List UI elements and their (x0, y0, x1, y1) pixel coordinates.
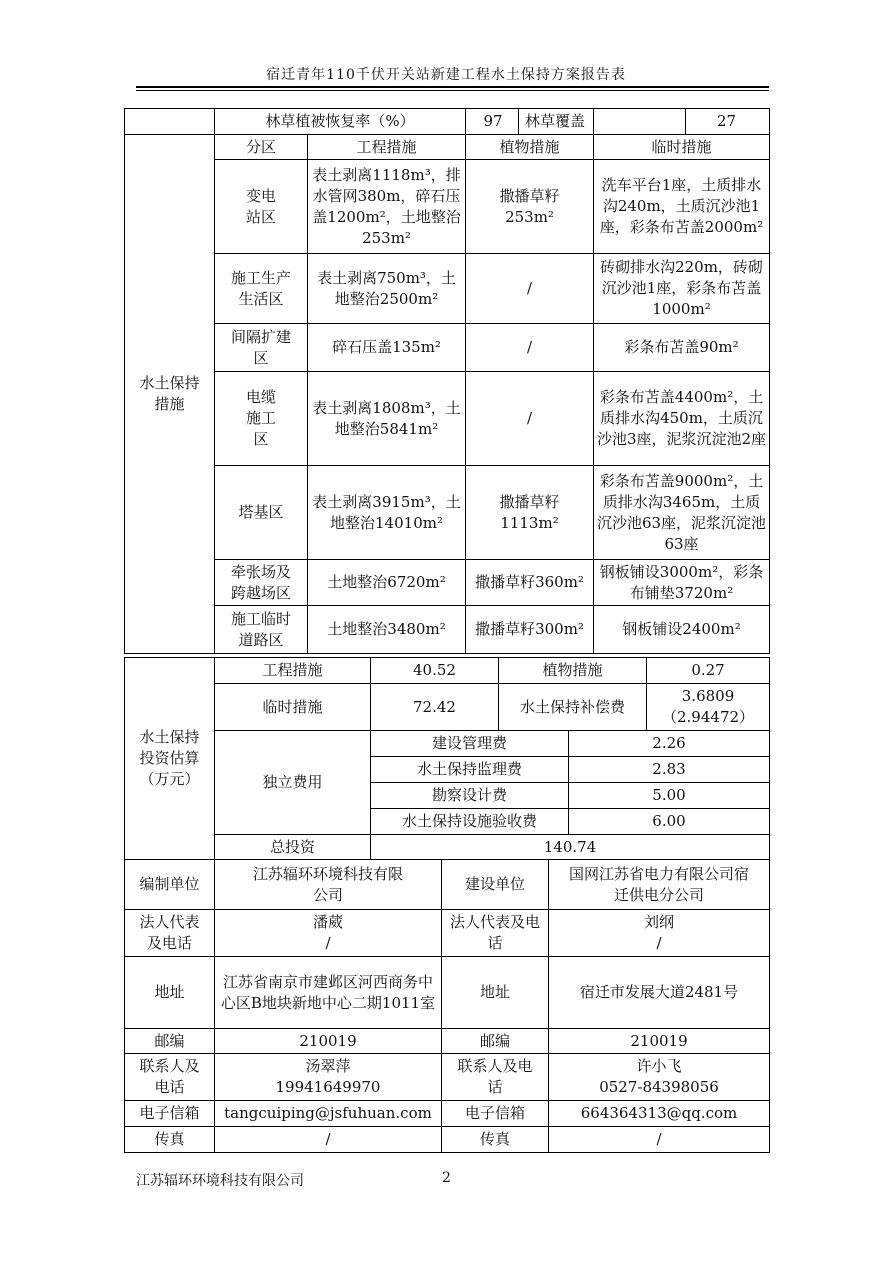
temp-cell: 彩条布苫盖4400m²，土质排水沟450m，土质沉沙池3座，泥浆沉淀池2座 (594, 372, 770, 466)
info-label: 地址 (125, 957, 215, 1029)
table-row (125, 372, 770, 466)
info-value: 宿迁市发展大道2481号 (549, 957, 770, 1029)
cover-rate-label: 林草覆盖 (518, 109, 591, 134)
info-row (125, 910, 770, 957)
info-row (125, 1127, 770, 1153)
zone-text: 变电站区 (245, 186, 276, 226)
col-header-zone: 分区 (215, 135, 308, 160)
table-row (125, 606, 770, 654)
eng-cell: 土地整治6720m² (308, 560, 466, 606)
info-label: 邮编 (442, 1029, 549, 1054)
zone-text: 施工临时道路区 (230, 609, 291, 649)
zone-cell (215, 160, 308, 254)
info-label: 邮编 (125, 1029, 215, 1054)
indep-item-label: 水土保持监理费 (371, 757, 569, 783)
info-row (125, 860, 770, 910)
measures-table (124, 108, 770, 654)
info-label (442, 910, 549, 957)
cover-rate-value: 27 (716, 112, 737, 130)
plant-cell (466, 160, 594, 254)
cover-rate-spacer (596, 109, 686, 134)
info-value: 刘纲 / (549, 910, 770, 957)
blank-cell (125, 109, 215, 135)
info-value: 潘葳 / (215, 910, 442, 957)
info-value (215, 860, 442, 910)
zone-text: 牵张场及跨越场区 (230, 562, 291, 602)
zone-cell (215, 254, 308, 324)
info-label: 传真 (125, 1127, 215, 1153)
eng-cell: 土地整治3480m² (308, 606, 466, 654)
cover-rate-cell (594, 109, 770, 135)
restore-rate-cell (466, 109, 594, 135)
plant-cell: / (466, 254, 594, 324)
table-row (125, 254, 770, 324)
comp-fee-value-2: （2.94472） (662, 708, 755, 726)
info-label (125, 910, 215, 957)
header-rule-thick (136, 86, 769, 88)
zone-text: 施工生产生活区 (230, 268, 291, 308)
info-value: 许小飞 0527-84398056 (549, 1054, 770, 1101)
invest-row (125, 731, 770, 757)
table-row (125, 466, 770, 560)
info-value: tangcuiping@jsfuhuan.com (215, 1101, 442, 1127)
indep-item-label: 水土保持设施验收费 (371, 809, 569, 835)
temp-invest-value: 72.42 (371, 684, 499, 731)
info-label (442, 1054, 549, 1101)
footer-company: 江苏辐环环境科技有限公司 (136, 1173, 304, 1189)
measures-section-label (125, 135, 215, 654)
page-number: 2 (442, 1170, 451, 1186)
temp-cell: 彩条布苫盖90m² (594, 324, 770, 372)
info-label: 电子信箱 (125, 1101, 215, 1127)
info-row (125, 1029, 770, 1054)
indep-item-label: 建设管理费 (371, 731, 569, 757)
temp-cell: 彩条布苫盖9000m²，土质排水沟3465m，土质沉沙池63座，泥浆沉淀池63座 (594, 466, 770, 560)
indep-item-label: 勘察设计费 (371, 783, 569, 809)
info-label: 电子信箱 (442, 1101, 549, 1127)
plant-cell: / (466, 372, 594, 466)
info-value: 江苏省南京市建邺区河西商务中心区B地块新地中心二期1011室 (215, 957, 442, 1029)
invest-row (125, 684, 770, 731)
vegetation-row (125, 109, 770, 135)
invest-total-row (125, 835, 770, 860)
info-label: 编制单位 (125, 860, 215, 910)
plant-cell: 撒播草籽360m² (466, 560, 594, 606)
comp-fee-cell (647, 684, 770, 731)
info-value: / (215, 1127, 442, 1153)
indep-item-value: 6.00 (569, 809, 770, 835)
restore-rate-label: 林草植被恢复率（%） (215, 109, 466, 135)
info-label-text: 联系人及电话 (457, 1057, 533, 1096)
temp-cell: 洗车平台1座，土质排水沟240m，土质沉沙池1座，彩条布苫盖2000m² (594, 160, 770, 254)
investment-table (124, 657, 770, 860)
info-label: 传真 (442, 1127, 549, 1153)
info-table (124, 859, 770, 1153)
info-label-text: 法人代表及电话 (449, 913, 540, 952)
invest-section-label (125, 658, 215, 860)
temp-cell: 钢板铺设2400m² (594, 606, 770, 654)
restore-rate-value: 97 (483, 112, 503, 130)
zone-text: 电缆施工区 (245, 388, 276, 448)
info-label: 建设单位 (442, 860, 549, 910)
info-value: / (549, 1127, 770, 1153)
invest-row (125, 658, 770, 684)
eng-invest-value: 40.52 (371, 658, 499, 684)
header-rule-thin (136, 90, 769, 91)
zone-cell: 塔基区 (215, 466, 308, 560)
indep-item-value: 5.00 (569, 783, 770, 809)
temp-cell: 钢板铺设3000m²，彩条布铺垫3720m² (594, 560, 770, 606)
info-value: 汤翠萍 19941649970 (215, 1054, 442, 1101)
plant-cell (466, 466, 594, 560)
info-row (125, 957, 770, 1029)
info-value: 210019 (215, 1029, 442, 1054)
info-value: 210019 (549, 1029, 770, 1054)
info-value (549, 860, 770, 910)
plant-cell: / (466, 324, 594, 372)
eng-invest-label: 工程措施 (215, 658, 371, 684)
info-row (125, 1054, 770, 1101)
zone-cell (215, 560, 308, 606)
plant-invest-label: 植物措施 (499, 658, 647, 684)
eng-cell: 表土剥离1808m³，土地整治5841m² (308, 372, 466, 466)
eng-cell: 表土剥离750m³，土地整治2500m² (308, 254, 466, 324)
col-header-plant: 植物措施 (466, 135, 594, 160)
plant-cell: 撒播草籽300m² (466, 606, 594, 654)
plant-invest-value: 0.27 (647, 658, 770, 684)
table-row (125, 160, 770, 254)
info-row (125, 1101, 770, 1127)
temp-cell: 砖砌排水沟220m，砖砌沉沙池1座，彩条布苫盖1000m² (594, 254, 770, 324)
indep-item-value: 2.83 (569, 757, 770, 783)
info-label-text: 联系人及电话 (139, 1057, 200, 1096)
eng-cell: 表土剥离3915m³，土地整治14010m² (308, 466, 466, 560)
info-label (125, 1054, 215, 1101)
zone-cell (215, 606, 308, 654)
comp-fee-label: 水土保持补偿费 (499, 684, 647, 731)
plant-text: 撒播草籽1113m² (499, 492, 560, 532)
eng-cell: 表土剥离1118m³，排水管网380m，碎石压盖1200m²，土地整治253m² (308, 160, 466, 254)
info-label: 地址 (442, 957, 549, 1029)
eng-cell: 碎石压盖135m² (308, 324, 466, 372)
table-row (125, 324, 770, 372)
zone-cell (215, 372, 308, 466)
zone-cell (215, 324, 308, 372)
col-header-eng: 工程措施 (308, 135, 466, 160)
document-header: 宿迁青年110千伏开关站新建工程水土保持方案报告表 (266, 67, 626, 83)
measures-header-row (125, 135, 770, 160)
info-value: 664364313@qq.com (549, 1101, 770, 1127)
info-label-text: 法人代表及电话 (139, 913, 200, 952)
zone-text: 间隔扩建区 (230, 327, 291, 367)
total-label: 总投资 (215, 835, 371, 860)
col-header-temp: 临时措施 (594, 135, 770, 160)
info-value-text: 国网江苏省电力有限公司宿迁供电分公司 (569, 864, 750, 904)
measures-section-text: 水土保持措施 (139, 374, 200, 413)
indep-item-value: 2.26 (569, 731, 770, 757)
plant-text: 撒播草籽253m² (499, 186, 560, 226)
indep-fee-label: 独立费用 (215, 731, 371, 835)
temp-invest-label: 临时措施 (215, 684, 371, 731)
info-value-text: 江苏辐环环境科技有限公司 (253, 864, 404, 904)
invest-section-text: 水土保持投资估算（万元） (139, 728, 200, 788)
comp-fee-value: 3.6809 (681, 687, 735, 705)
total-value: 140.74 (371, 835, 770, 860)
table-row (125, 560, 770, 606)
